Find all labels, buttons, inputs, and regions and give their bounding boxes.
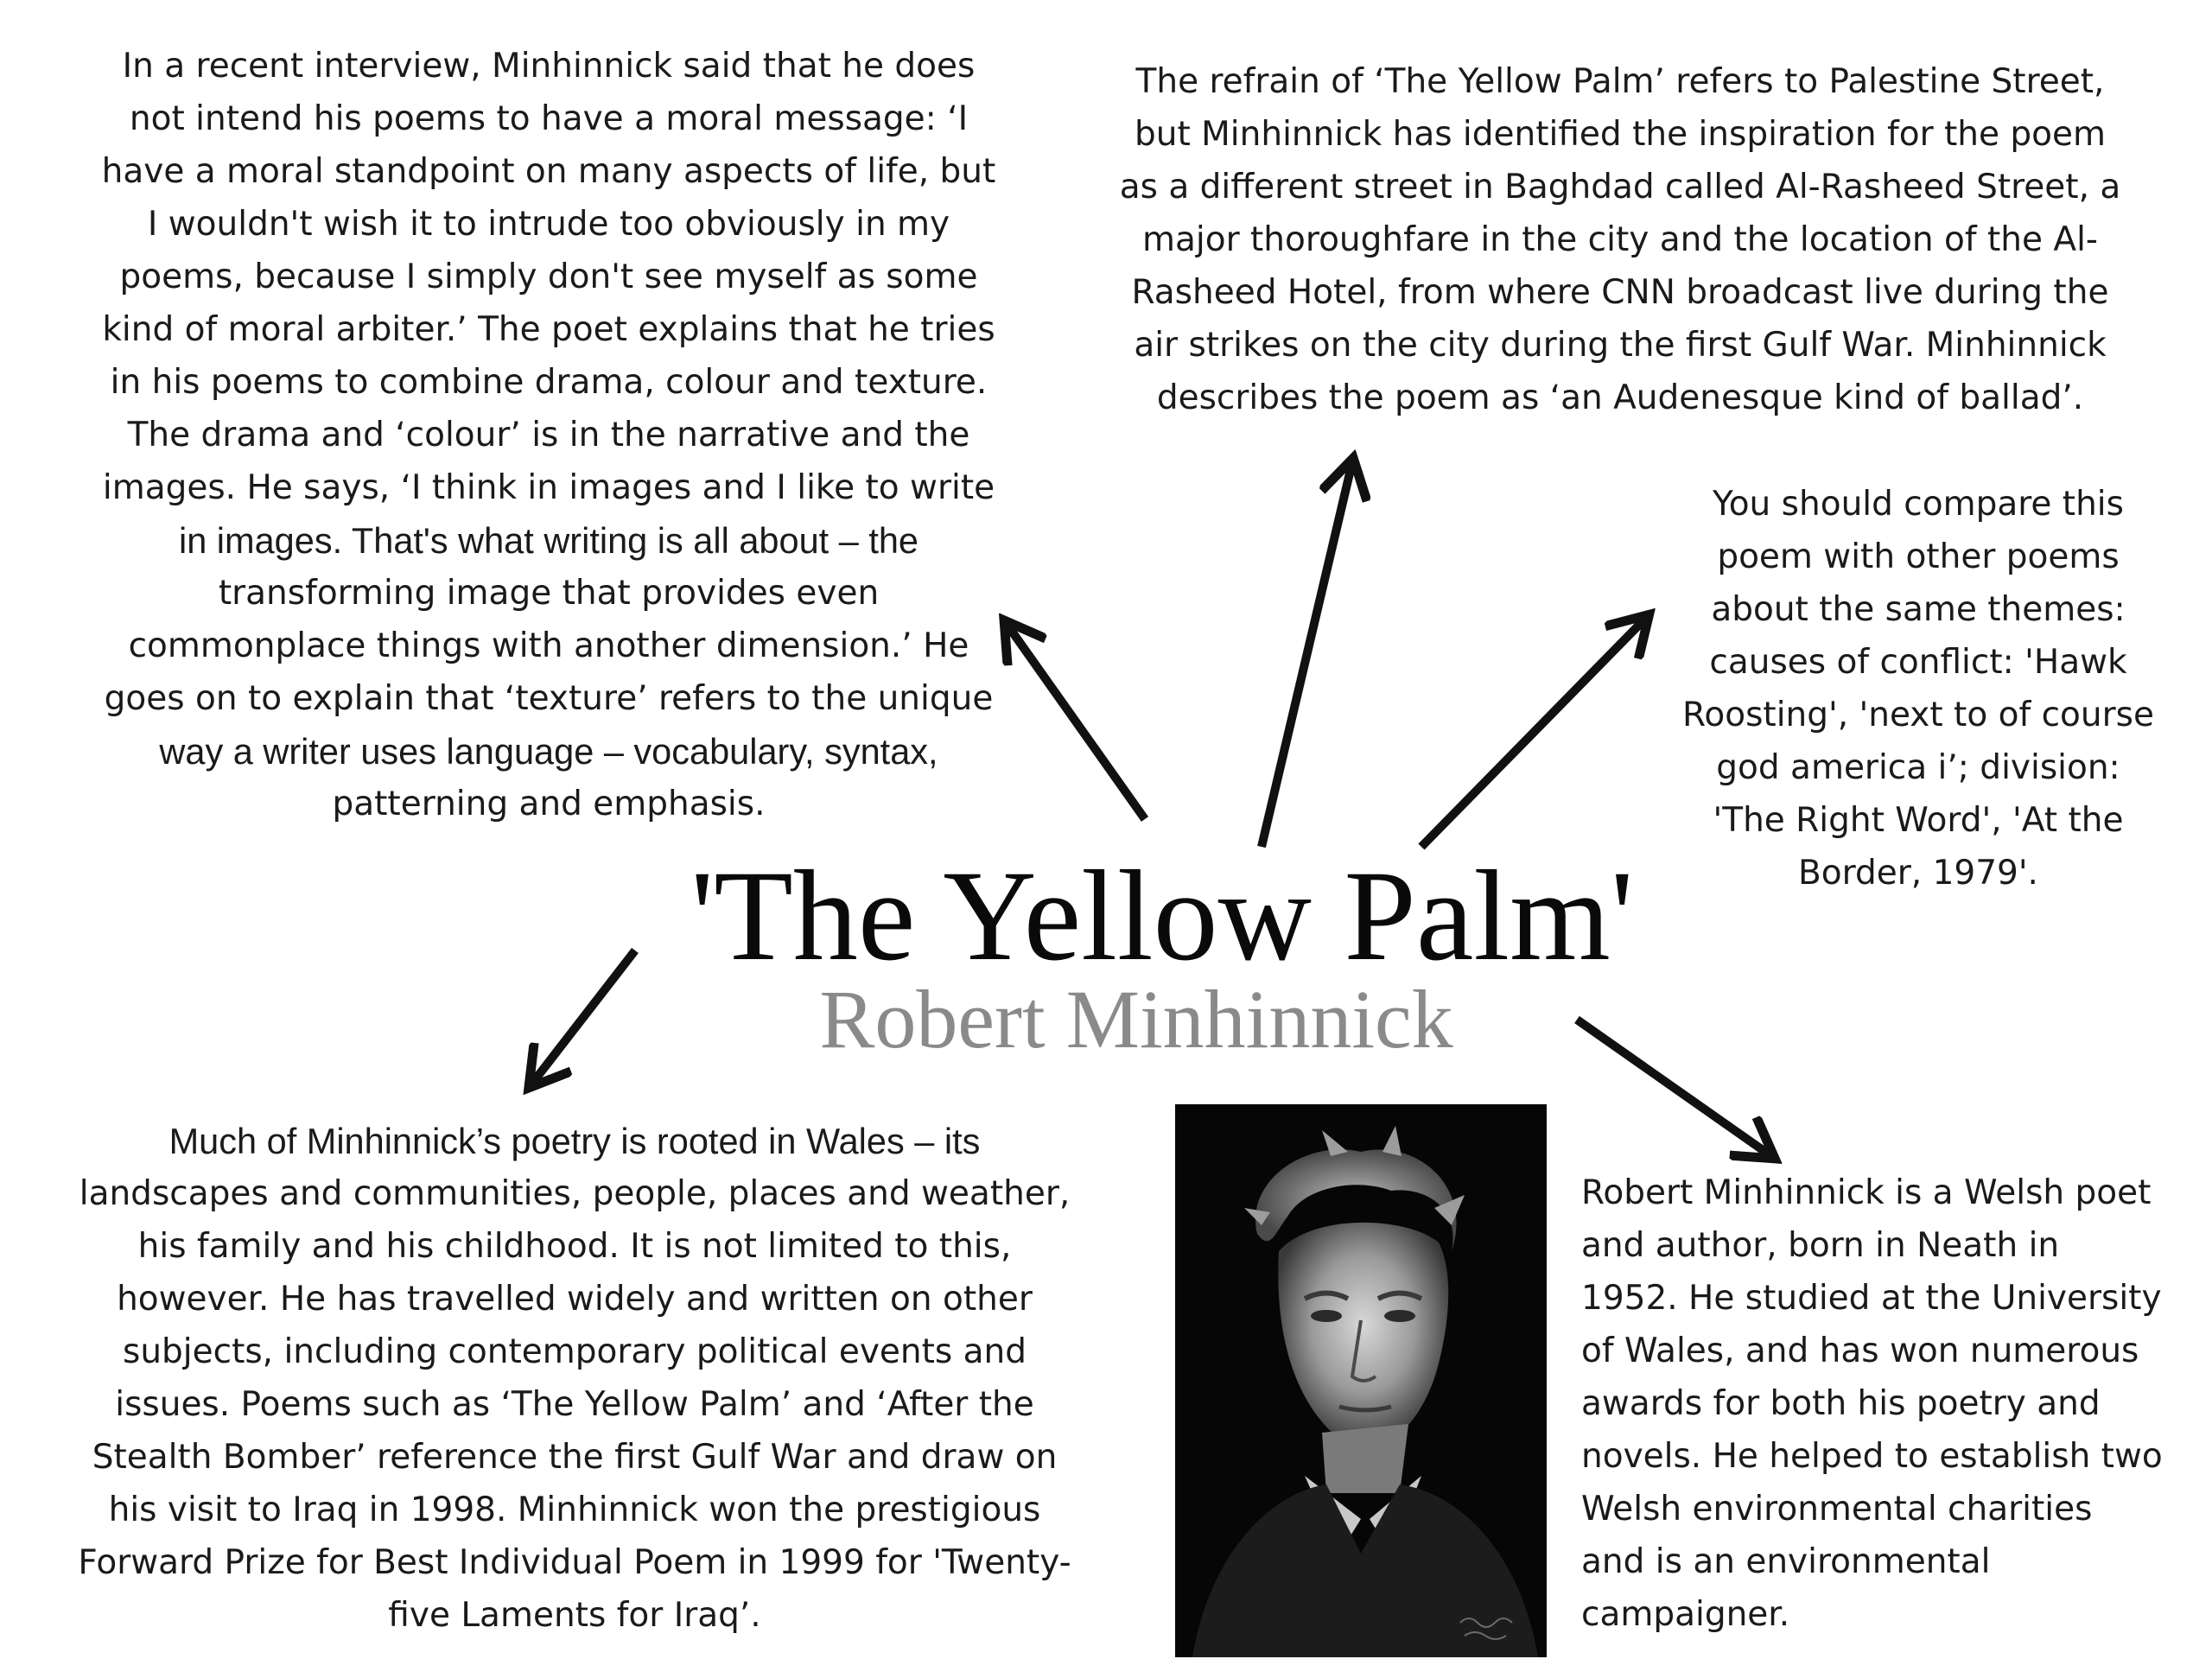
text-line: Much of Minhinnick’s poetry is rooted in Wales – its bbox=[168, 1121, 981, 1161]
text-line: in his poems to combine drama, colour and texture. bbox=[110, 363, 988, 402]
text-line: In a recent interview, Minhinnick said that he does bbox=[122, 47, 976, 86]
text-line: major thoroughfare in the city and the location of the Al- bbox=[1142, 220, 2098, 259]
text-line: his visit to Iraq in 1998. Minhinnick won the prestigious bbox=[108, 1491, 1041, 1529]
text-line: transforming image that provides even bbox=[218, 574, 880, 613]
poem-author: Robert Minhinnick bbox=[819, 973, 1453, 1065]
text-line: patterning and emphasis. bbox=[332, 785, 766, 823]
text-line: way a writer uses language – vocabulary, syntax, bbox=[159, 731, 938, 772]
text-line: Robert Minhinnick is a Welsh poet bbox=[1581, 1173, 2152, 1212]
text-line: and is an environmental bbox=[1581, 1542, 1991, 1581]
text-line: The drama and ‘colour’ is in the narrative and the bbox=[127, 416, 970, 454]
text-line: issues. Poems such as ‘The Yellow Palm’ and ‘After the bbox=[115, 1385, 1034, 1424]
text-line: campaigner. bbox=[1581, 1595, 1790, 1634]
text-line: 1952. He studied at the University bbox=[1581, 1279, 2162, 1318]
text-line: about the same themes: bbox=[1711, 590, 2126, 629]
text-line: causes of conflict: 'Hawk bbox=[1709, 643, 2127, 682]
text-line: awards for both his poetry and bbox=[1581, 1384, 2101, 1423]
text-line: Rasheed Hotel, from where CNN broadcast live during the bbox=[1131, 273, 2109, 312]
text-line: kind of moral arbiter.’ The poet explains that he tries bbox=[102, 310, 995, 349]
text-line: poems, because I simply don't see myself as some bbox=[119, 257, 978, 296]
text-line: five Laments for Iraq’. bbox=[388, 1596, 761, 1635]
text-line: his family and his childhood. It is not limited to this, bbox=[137, 1227, 1012, 1266]
text-line: but Minhinnick has identified the inspiration for the poem bbox=[1134, 115, 2106, 154]
text-line: images. He says, ‘I think in images and I like to write bbox=[102, 468, 995, 507]
arrow-to-compare bbox=[1421, 618, 1646, 847]
text-line: as a different street in Baghdad called Al-Rasheed Street, a bbox=[1119, 168, 2121, 207]
text-line: Forward Prize for Best Individual Poem in 1999 for 'Twenty- bbox=[78, 1543, 1071, 1582]
text-line: in images. That's what writing is all about – the bbox=[178, 520, 919, 561]
text-line: landscapes and communities, people, places and weather, bbox=[79, 1174, 1071, 1213]
text-line: air strikes on the city during the first Gulf War. Minhinnick bbox=[1134, 326, 2107, 365]
text-line: subjects, including contemporary political events and bbox=[123, 1332, 1027, 1371]
text-line: Roosting', 'next to of course bbox=[1682, 696, 2154, 734]
text-line: Stealth Bomber’ reference the first Gulf War and draw on bbox=[92, 1438, 1058, 1477]
arrow-to-biography bbox=[1577, 1020, 1771, 1156]
text-line: 'The Right Word', 'At the bbox=[1713, 801, 2124, 840]
text-line: Welsh environmental charities bbox=[1581, 1490, 2093, 1529]
text-line: of Wales, and has won numerous bbox=[1581, 1332, 2139, 1370]
text-line: god america i’; division: bbox=[1716, 748, 2120, 787]
text-line: You should compare this bbox=[1713, 485, 2124, 524]
text-line: novels. He helped to establish two bbox=[1581, 1437, 2163, 1476]
text-line: have a moral standpoint on many aspects of life, but bbox=[101, 152, 996, 191]
arrow-to-interview bbox=[1007, 624, 1145, 819]
text-line: commonplace things with another dimension.’ He bbox=[128, 626, 969, 665]
text-line: goes on to explain that ‘texture’ refers to the unique bbox=[104, 679, 994, 718]
text-line: not intend his poems to have a moral message: ‘I bbox=[129, 99, 969, 138]
text-line: poem with other poems bbox=[1717, 537, 2120, 576]
text-line: describes the poem as ‘an Audenesque kind of ballad’. bbox=[1156, 378, 2084, 417]
arrow-to-refrain bbox=[1262, 462, 1352, 847]
text-line: however. He has travelled widely and written on other bbox=[117, 1280, 1033, 1319]
poem-title: 'The Yellow Palm' bbox=[690, 844, 1634, 988]
text-line: and author, born in Neath in bbox=[1581, 1226, 2060, 1265]
text-line: Border, 1979'. bbox=[1798, 854, 2038, 893]
text-line: I wouldn't wish it to intrude too obviously in my bbox=[147, 205, 950, 244]
text-line: The refrain of ‘The Yellow Palm’ refers to Palestine Street, bbox=[1135, 62, 2105, 101]
arrow-to-wales bbox=[531, 950, 635, 1084]
